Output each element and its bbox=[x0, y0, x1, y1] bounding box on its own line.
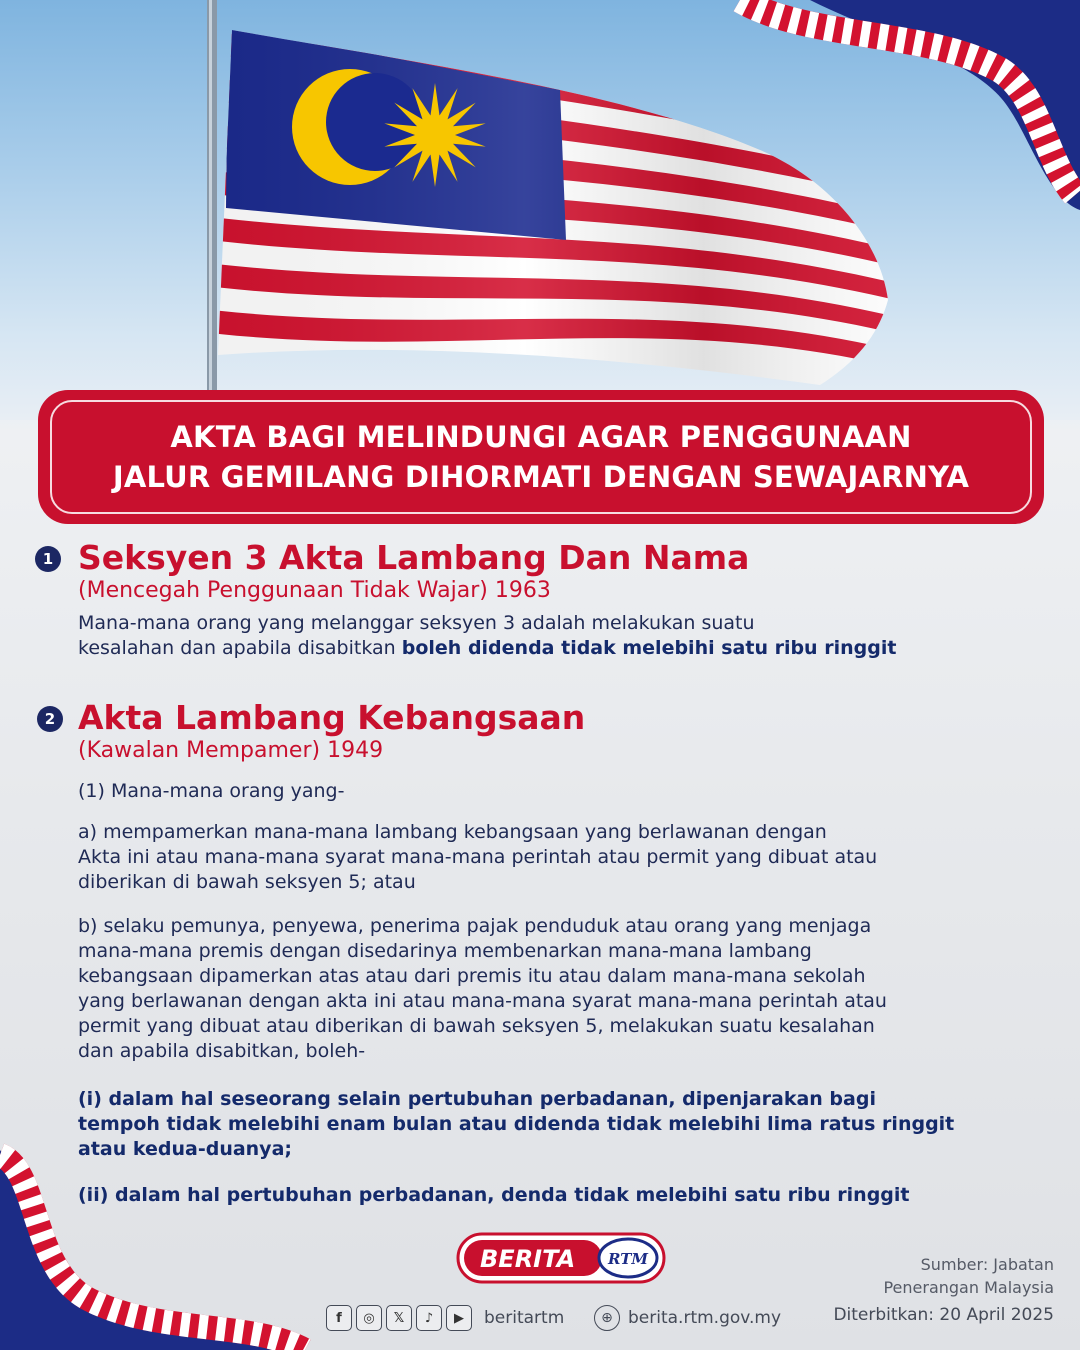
section-1-body bbox=[78, 611, 896, 661]
penalty-i bbox=[78, 1087, 954, 1162]
website-url[interactable]: berita.rtm.gov.my bbox=[628, 1308, 782, 1328]
clause-b-line-5: permit yang dibuat atau diberikan di bawah seksyen 5, melakukan suatu kesalahan bbox=[78, 1015, 875, 1037]
clause-b-line-6: dan apabila disabitkan, boleh- bbox=[78, 1040, 366, 1062]
logo-berita-text: BERITA bbox=[480, 1245, 576, 1273]
website-link[interactable] bbox=[594, 1305, 781, 1331]
instagram-icon[interactable]: ◎ bbox=[356, 1305, 382, 1331]
penalty-i-line-2: tempoh tidak melebihi enam bulan atau didenda tidak melebihi lima ratus ringgit bbox=[78, 1113, 955, 1135]
berita-rtm-logo bbox=[456, 1230, 666, 1286]
clause-b-line-2: mana-mana premis dengan disedarinya membenarkan mana-mana lambang bbox=[78, 940, 812, 962]
clause-a-line-2: Akta ini atau mana-mana syarat mana-mana perintah atau permit yang dibuat atau bbox=[78, 846, 878, 868]
banner-title-line-1: AKTA BAGI MELINDUNGI AGAR PENGGUNAAN bbox=[170, 420, 912, 454]
title-banner-frame bbox=[50, 400, 1032, 514]
clause-b-line-3: kebangsaan dipamerkan atas atau dari premis itu atau dalam mana-mana sekolah bbox=[78, 965, 866, 987]
source-credit bbox=[883, 1253, 1054, 1299]
source-line-1: Sumber: Jabatan bbox=[920, 1255, 1054, 1274]
section-2-number-badge: 2 bbox=[37, 706, 63, 732]
section-1-title: Seksyen 3 Akta Lambang Dan Nama bbox=[78, 538, 750, 577]
section-1-body-line-2 bbox=[78, 636, 896, 661]
clause-a-line-3: diberikan di bawah seksyen 5; atau bbox=[78, 871, 416, 893]
penalty-ii bbox=[78, 1183, 910, 1208]
ribbon-decoration-top bbox=[730, 0, 1080, 220]
section-1-body-line-1: Mana-mana orang yang melanggar seksyen 3 adalah melakukan suatu bbox=[78, 612, 755, 634]
social-handle[interactable]: beritartm bbox=[484, 1308, 565, 1328]
x-icon[interactable]: 𝕏 bbox=[386, 1305, 412, 1331]
globe-icon: ⊕ bbox=[594, 1305, 620, 1331]
facebook-icon[interactable]: f bbox=[326, 1305, 352, 1331]
section-1-subtitle: (Mencegah Penggunaan Tidak Wajar) 1963 bbox=[78, 578, 551, 603]
penalty-ii-text: (ii) dalam hal pertubuhan perbadanan, denda tidak melebihi satu ribu ringgit bbox=[78, 1184, 910, 1206]
section-2-title: Akta Lambang Kebangsaan bbox=[78, 698, 586, 737]
published-date: Diterbitkan: 20 April 2025 bbox=[833, 1305, 1054, 1325]
section-2-intro-text: (1) Mana-mana orang yang- bbox=[78, 780, 345, 802]
section-1-body-plain: kesalahan dan apabila disabitkan bbox=[78, 637, 402, 659]
clause-a-line-1: a) mempamerkan mana-mana lambang kebangsaan yang berlawanan dengan bbox=[78, 821, 827, 843]
tiktok-icon[interactable]: ♪ bbox=[416, 1305, 442, 1331]
ribbon-decoration-bottom bbox=[0, 1130, 330, 1350]
clause-a bbox=[78, 820, 877, 895]
title-banner bbox=[38, 390, 1044, 524]
logo-rtm-mark: RTM bbox=[608, 1250, 648, 1268]
hero-image bbox=[0, 0, 1080, 420]
penalty-i-line-3: atau kedua-duanya; bbox=[78, 1138, 292, 1160]
clause-b-line-1: b) selaku pemunya, penyewa, penerima pajak penduduk atau orang yang menjaga bbox=[78, 915, 872, 937]
youtube-icon[interactable]: ▶ bbox=[446, 1305, 472, 1331]
section-2-subtitle: (Kawalan Mempamer) 1949 bbox=[78, 738, 384, 763]
penalty-i-line-1: (i) dalam hal seseorang selain pertubuhan perbadanan, dipenjarakan bagi bbox=[78, 1088, 876, 1110]
section-1-number-badge: 1 bbox=[35, 546, 61, 572]
section-1-penalty-bold: boleh didenda tidak melebihi satu ribu ringgit bbox=[401, 637, 897, 659]
clause-b-line-4: yang berlawanan dengan akta ini atau mana-mana syarat mana-mana perintah atau bbox=[78, 990, 887, 1012]
banner-title-line-2: JALUR GEMILANG DIHORMATI DENGAN SEWAJARNYA bbox=[112, 460, 970, 494]
clause-b bbox=[78, 914, 887, 1064]
social-links bbox=[326, 1305, 564, 1331]
section-2-intro bbox=[78, 779, 344, 804]
source-line-2: Penerangan Malaysia bbox=[883, 1278, 1054, 1297]
